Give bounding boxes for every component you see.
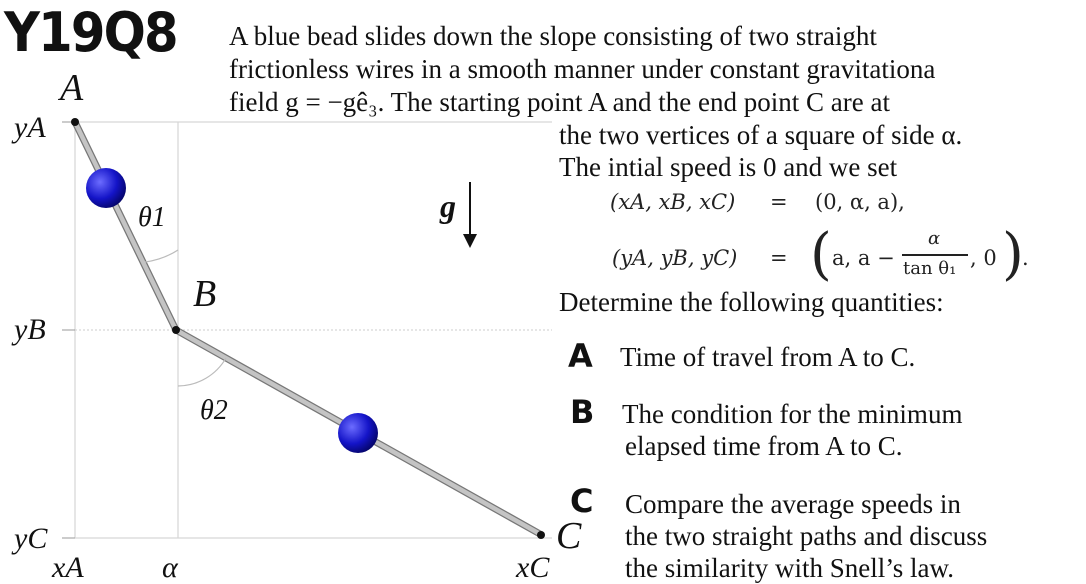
item-b-text-2: elapsed time from A to C. xyxy=(625,431,903,461)
point-c-label: C xyxy=(556,515,582,557)
eq2-end: . xyxy=(1022,246,1029,270)
eq1-eq: = xyxy=(770,190,788,214)
theta1-label: θ1 xyxy=(138,202,166,233)
y-label-a: yA xyxy=(14,111,46,144)
bead-1 xyxy=(86,168,126,208)
problem-line-5: The intial speed is 0 and we set xyxy=(559,152,898,182)
point-b-dot xyxy=(172,326,180,334)
y-label-c: yC xyxy=(14,522,48,555)
bead-2 xyxy=(338,413,378,453)
eq2-rhs-close: , 0 xyxy=(970,246,997,270)
axis-ticks xyxy=(62,122,75,538)
square-outline xyxy=(75,122,552,538)
x-label-a: xA xyxy=(52,551,84,584)
eq2-paren-close: ) xyxy=(1002,222,1024,287)
eq2-eq: = xyxy=(770,246,788,270)
point-c-dot xyxy=(537,531,545,539)
gravity-label: g xyxy=(440,188,456,224)
eq2-paren-open: ( xyxy=(810,222,832,287)
point-a-label: A xyxy=(60,67,84,109)
page-title: Y19Q8 xyxy=(4,1,177,64)
determine-heading: Determine the following quantities: xyxy=(559,287,944,317)
eq2-frac-bar xyxy=(902,254,968,256)
theta2-arc xyxy=(178,358,226,386)
eq2-lhs: (yA, yB, yC) xyxy=(612,246,738,270)
problem-line-4: the two vertices of a square of side α. xyxy=(559,120,963,150)
eq1-lhs: (xA, xB, xC) xyxy=(610,190,736,214)
point-b-label: B xyxy=(193,273,217,315)
problem-line-2: frictionless wires in a smooth manner under constant gravitationa xyxy=(229,54,936,84)
item-c-text-2: the two straight paths and discuss xyxy=(625,521,988,551)
x-label-c: xC xyxy=(516,551,550,584)
item-b-letter: B xyxy=(570,393,595,431)
eq2-frac-den: tan θ₁ xyxy=(903,258,957,279)
eq2-frac-num: α xyxy=(928,228,941,249)
theta1-arc xyxy=(145,250,178,262)
item-c-text-3: the similarity with Snell’s law. xyxy=(625,553,954,583)
point-a-dot xyxy=(71,118,79,126)
problem-line-3: field g = −gê₃. The starting point A and the end point C are at xyxy=(229,87,890,117)
problem-line-1: A blue bead slides down the slope consisting of two straight xyxy=(229,21,877,51)
eq2-rhs-open: a, a − xyxy=(832,246,895,270)
item-a-text-1: Time of travel from A to C. xyxy=(620,342,916,372)
item-c-text-1: Compare the average speeds in xyxy=(625,489,961,519)
eq1-rhs: (0, α, a), xyxy=(815,190,905,214)
item-a-letter: A xyxy=(568,337,593,375)
theta2-label: θ2 xyxy=(200,395,228,426)
x-label-alpha: α xyxy=(162,551,178,584)
item-c-letter: C xyxy=(570,482,594,520)
y-label-b: yB xyxy=(14,313,46,346)
item-b-text-1: The condition for the minimum xyxy=(622,399,963,429)
gravity-arrow xyxy=(463,182,477,248)
